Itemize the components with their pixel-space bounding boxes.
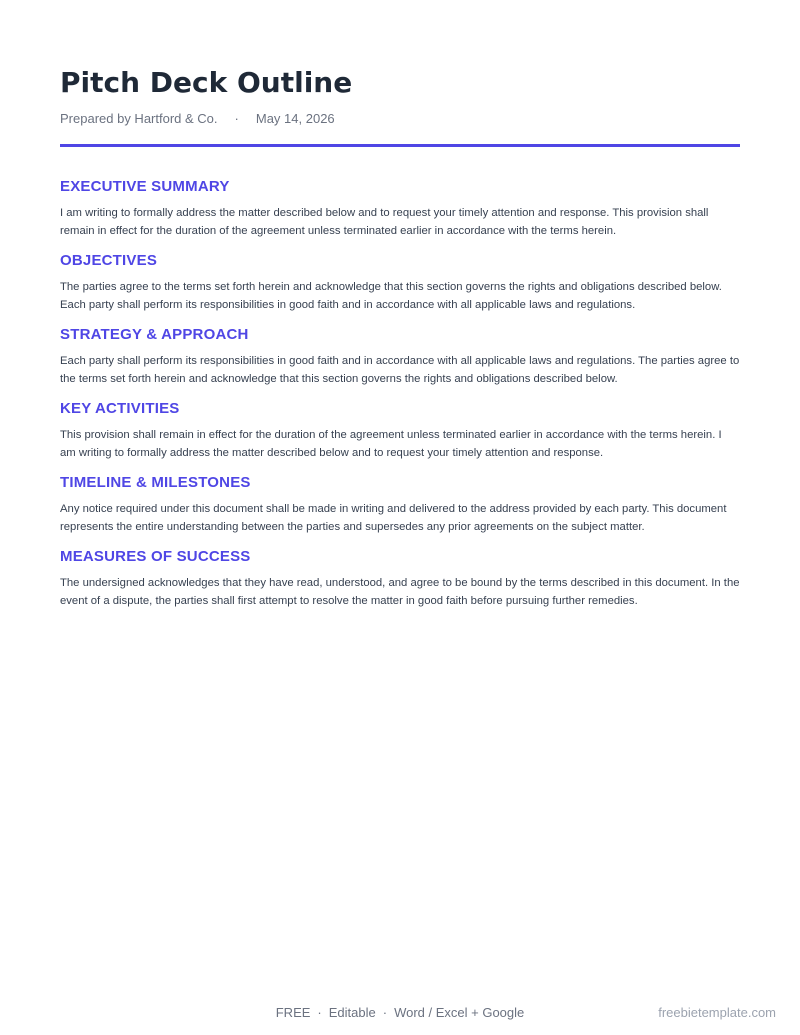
section-heading: EXECUTIVE SUMMARY: [60, 178, 230, 195]
section-body: Any notice required under this document shall be made in writing and delivered to the address provided by each party. This document represents the entire understanding between the parties and supersedes any prior agreements on the subject matter.: [60, 503, 727, 533]
header-divider: [60, 144, 740, 147]
footer-editable: Editable: [328, 1005, 376, 1020]
meta-separator: ·: [234, 111, 239, 126]
footer-dot: ·: [317, 1005, 322, 1020]
section-heading: KEY ACTIVITIES: [60, 400, 180, 417]
section-body: The parties agree to the terms set forth herein and acknowledge that this section governs the rights and obligations described below. Each party shall perform its responsibilities in good faith and in accordance with all applicable laws and regulations.: [60, 281, 722, 311]
page-footer: [0, 1005, 800, 1021]
section-body: The undersigned acknowledges that they have read, understood, and agree to be bound by the terms described in this document. In the event of a dispute, the parties shall first attempt to resolve the matter in good faith before pursuing further remedies.: [60, 577, 740, 607]
section-timeline-milestones: [60, 474, 740, 536]
footer-formats: Word / Excel + Google: [394, 1005, 525, 1020]
section-body: I am writing to formally address the matter described below and to request your timely attention and response. This provision shall remain in effect for the duration of the agreement unless terminated earlier in accordance with the terms herein.: [60, 207, 709, 237]
document-meta: [60, 111, 335, 127]
section-body: This provision shall remain in effect for the duration of the agreement unless terminated earlier in accordance with the terms herein. I am writing to formally address the matter described below and to request your timely attention and response.: [60, 429, 722, 459]
section-objectives: [60, 252, 740, 314]
section-executive-summary: [60, 178, 740, 240]
section-heading: MEASURES OF SUCCESS: [60, 548, 251, 565]
prepared-by: Prepared by Hartford & Co.: [60, 111, 218, 126]
section-measures-of-success: [60, 548, 740, 610]
section-strategy-approach: [60, 326, 740, 388]
document-title: Pitch Deck Outline: [60, 66, 353, 99]
footer-site-link[interactable]: freebietemplate.com: [658, 1005, 776, 1020]
section-key-activities: [60, 400, 740, 462]
document-date: May 14, 2026: [255, 111, 335, 126]
section-body: Each party shall perform its responsibilities in good faith and in accordance with all applicable laws and regulations. The parties agree to the terms set forth herein and acknowledge that this section governs the rights and obligations described below.: [60, 355, 740, 385]
section-heading: STRATEGY & APPROACH: [60, 326, 249, 343]
sections-container: [60, 178, 740, 622]
section-heading: TIMELINE & MILESTONES: [60, 474, 251, 491]
footer-dot: ·: [382, 1005, 388, 1020]
footer-free: FREE: [275, 1005, 311, 1020]
section-heading: OBJECTIVES: [60, 252, 158, 269]
